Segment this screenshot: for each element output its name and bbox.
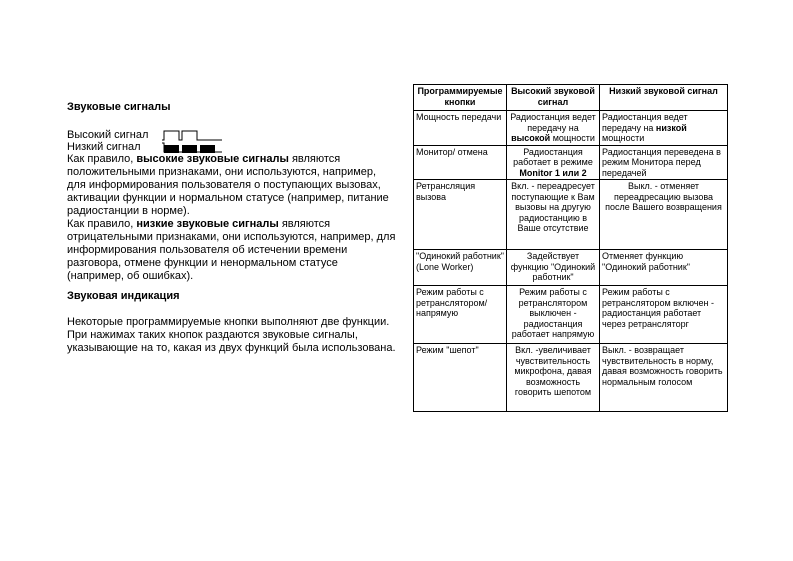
- text-run: являются отрицательными признаками, они используются, например, для информирования пользователя об истечении времени разговора, отмене функции и ненормальном статусе (например, об ошибках).: [67, 218, 396, 282]
- text-run: Режим работы с ретранслятором включен - радиостанция работает через ретрансляторг: [602, 287, 714, 329]
- table-row: [414, 145, 728, 180]
- table-row: [414, 250, 728, 286]
- text-run: мощности: [550, 133, 595, 143]
- text-run: Как правило,: [67, 153, 137, 165]
- header-low-signal: Низкий звуковой сигнал: [600, 85, 728, 111]
- bold-text: низкие звуковые сигналы: [136, 218, 279, 230]
- high-signals-paragraph: [67, 153, 397, 218]
- text-run: Как правило,: [67, 218, 137, 230]
- table-body: [414, 111, 728, 412]
- table-cell-button: [414, 286, 507, 344]
- table-cell-low: [600, 286, 728, 344]
- text-run: Радиостанция ведет передачу на: [602, 112, 688, 133]
- text-run: Выкл. - возвращает чувствительность в норму, давая возможность говорить нормальным голосом: [602, 345, 723, 387]
- low-signals-paragraph: [67, 218, 397, 283]
- text-run: Выкл. - отменяет переадресацию вызова после Вашего возвращения: [605, 181, 722, 212]
- table-cell-button: [414, 250, 507, 286]
- text-run: Задействует функцию "Одинокий работник": [510, 251, 596, 282]
- bold-text: высокие звуковые сигналы: [136, 153, 289, 165]
- table-cell-low: [600, 145, 728, 180]
- table-row: [414, 344, 728, 412]
- text-run: Радиостанция ведет передачу на: [510, 112, 596, 133]
- table-cell-low: [600, 111, 728, 146]
- table-cell-button: [414, 344, 507, 412]
- low-signal-waveform-icon: [162, 142, 224, 153]
- table-cell-high: [507, 111, 600, 146]
- table-header-row: [414, 85, 728, 111]
- table-cell-button: [414, 180, 507, 250]
- text-run: мощности: [602, 133, 645, 143]
- table-cell-high: [507, 286, 600, 344]
- table-cell-low: [600, 180, 728, 250]
- text-run: Вкл. - переадресует поступающие к Вам вызовы на другую радиостанцию в Ваше отсутствие: [511, 181, 595, 233]
- high-signal-waveform-icon: [162, 130, 224, 141]
- table-cell-high: [507, 344, 600, 412]
- bold-text: высокой: [511, 133, 551, 143]
- text-run: Вкл. -увеличивает чувствительность микрофона, давая возможность говорить шепотом: [514, 345, 592, 397]
- bold-text: низкой: [655, 122, 687, 133]
- bold-text: Monitor 1 или 2: [519, 167, 587, 178]
- section-title-sound-indication: Звуковая индикация: [67, 290, 180, 302]
- left-column: [67, 100, 397, 355]
- table-cell-button: [414, 111, 507, 146]
- text-run: Режим работы с ретранслятором/ напрямую: [416, 287, 488, 318]
- text-run: "Одинокий работник" (Lone Worker): [416, 251, 504, 272]
- table-cell-low: [600, 250, 728, 286]
- text-run: являются положительными признаками, они используются, например, для информирования пользователя о поступающих вызовах, активации функции и нормальном статусе (например, питание радиостанции в норме).: [67, 153, 389, 217]
- text-run: Отменяет функцию "Одинокий работник": [602, 251, 690, 272]
- table-cell-high: [507, 180, 600, 250]
- high-signal-label: Высокий сигнал: [67, 129, 149, 141]
- header-high-signal: Высокий звуковой сигнал: [507, 85, 600, 111]
- low-signal-label: Низкий сигнал: [67, 141, 141, 153]
- section-title-sound-signals: Звуковые сигналы: [67, 101, 171, 113]
- text-run: Монитор/ отмена: [416, 146, 488, 157]
- table-row: [414, 180, 728, 250]
- high-signal-row: [67, 129, 397, 141]
- text-run: Радиостанция работает в режиме: [513, 146, 593, 167]
- indication-paragraph: Некоторые программируемые кнопки выполняют две функции. При нажимах таких кнопок раздаются звуковые сигналы, указывающие на то, какая из двух функций была использована.: [67, 316, 396, 354]
- low-signal-row: [67, 141, 397, 153]
- signals-table-wrap: [413, 84, 728, 412]
- text-run: Радиостанция переведена в режим Монитора перед передачей: [602, 146, 721, 178]
- table-cell-low: [600, 344, 728, 412]
- table-row: [414, 111, 728, 146]
- table-cell-button: [414, 145, 507, 180]
- text-run: Мощность передачи: [416, 112, 502, 122]
- text-run: Режим работы с ретранслятором выключен - радиостанция работает напрямую: [511, 287, 595, 339]
- table-cell-high: [507, 145, 600, 180]
- text-run: Режим "шепот": [416, 345, 479, 355]
- table-row: [414, 286, 728, 344]
- text-run: Ретрансляция вызова: [416, 181, 476, 202]
- signals-table: [413, 84, 728, 412]
- header-buttons: Программируемые кнопки: [414, 85, 507, 111]
- table-cell-high: [507, 250, 600, 286]
